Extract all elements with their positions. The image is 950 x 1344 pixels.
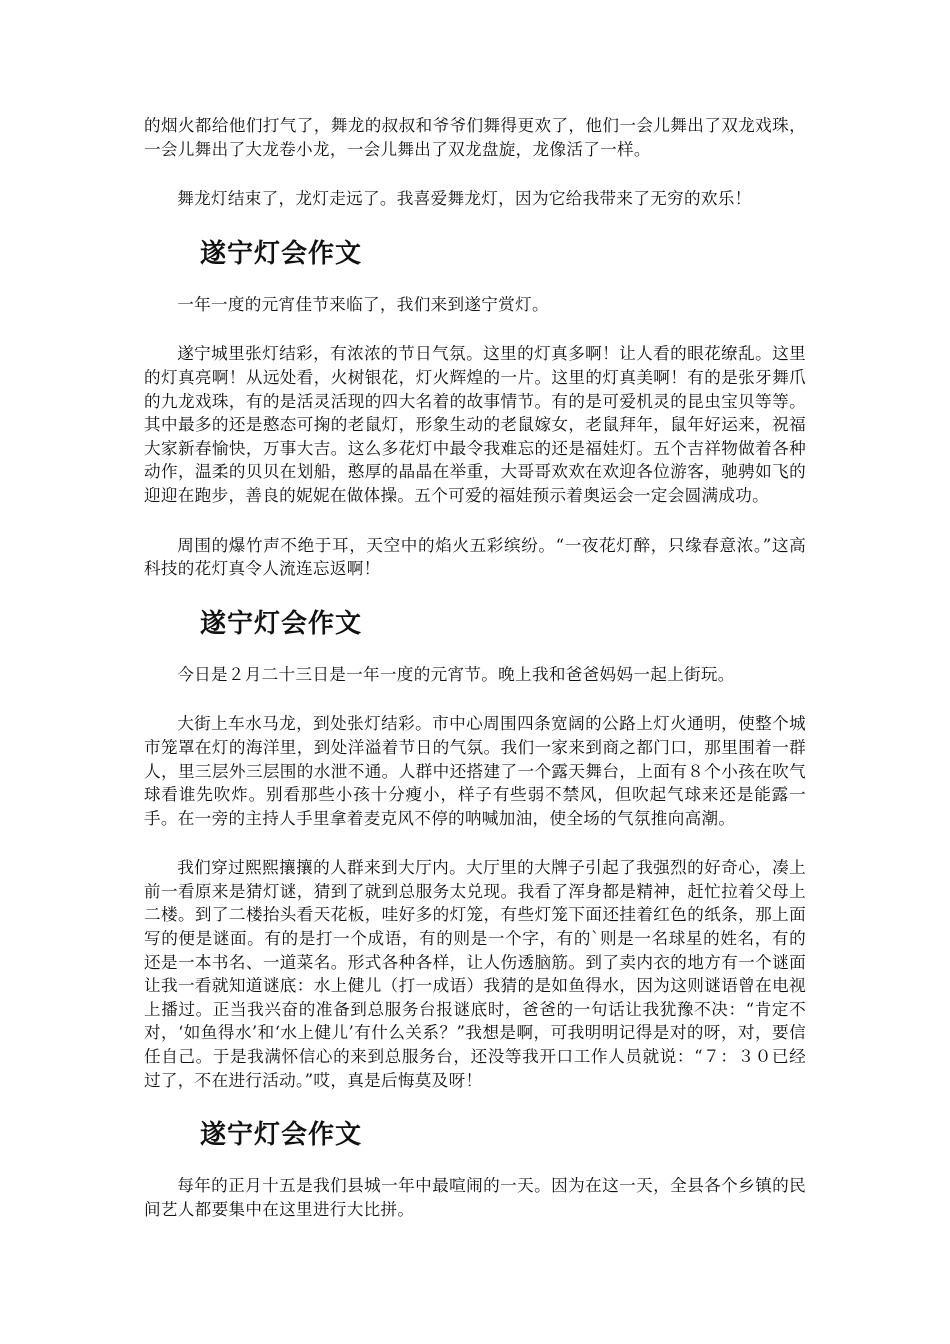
section-heading: 遂宁灯会作文	[200, 608, 363, 639]
paragraph: 一年一度的元宵佳节来临了，我们来到遂宁赏灯。	[177, 294, 549, 314]
document-body	[144, 114, 806, 1247]
paragraph: 遂宁城里张灯结彩，有浓浓的节日气氛。这里的灯真多啊！让人看的眼花缭乱。这里的灯真亮啊！从远处看，火树银花，灯火辉煌的一片。这里的灯真美啊！有的是张牙舞爪的九龙戏珠，有的是活灵活现的四大名着的故事情节。有的是可爱机灵的昆虫宝贝等等。其中最多的还是憨态可掬的老鼠灯，形象生动的老鼠嫁女，老鼠拜年，鼠年好运来，祝福大家新春愉快，万事大吉。这么多花灯中最令我难忘的还是福娃灯。五个吉祥物做着各种动作，温柔的贝贝在划船，憨厚的晶晶在举重，大哥哥欢欢在欢迎各位游客，驰骋如飞的迎迎在跑步，善良的妮妮在做体操。五个可爱的福娃预示着奥运会一定会圆满成功。	[144, 344, 806, 505]
paragraph: 今日是２月二十三日是一年一度的元宵节。晚上我和爸爸妈妈一起上街玩。	[177, 664, 735, 684]
paragraph: 大街上车水马龙，到处张灯结彩。市中心周围四条宽阔的公路上灯火通明，使整个城市笼罩在灯的海洋里，到处洋溢着节日的气氛。我们一家来到商之都门口，那里围着一群人，里三层外三层围的水泄不通。人群中还搭建了一个露天舞台，上面有８个小孩在吹气球看谁先吹炸。别看那些小孩十分瘦小，样子有些弱不禁风，但吹起气球来还是能露一手。在一旁的主持人手里拿着麦克风不停的呐喊加油，使全场的气氛推向高潮。	[144, 714, 806, 828]
paragraph: 我们穿过熙熙攘攘的人群来到大厅内。大厅里的大牌子引起了我强烈的好奇心，凑上前一看原来是猜灯谜，猜到了就到总服务太兑现。我看了浑身都是精神，赶忙拉着父母上二楼。到了二楼抬头看天花板，哇好多的灯笼，有些灯笼下面还挂着红色的纸条，那上面写的便是谜面。有的是打一个成语，有的则是一个字，有的`则是一名球星的姓名，有的还是一本书名、一道菜名。形式各种各样，让人伤透脑筋。到了卖内衣的地方有一个谜面让我一看就知道谜底：水上健儿（打一成语）我猜的是如鱼得水，因为这则谜语曾在电视上播过。正当我兴奋的准备到总服务台报谜底时，爸爸的一句话让我犹豫不决：“肯定不对，‘如鱼得水’和‘水上健儿’有什么关系？”我想是啊，可我明明记得是对的呀，对，要信任自己。于是我满怀信心的来到总服务台，还没等我开口工作人员就说：“７：３０已经过了，不在进行活动。”哎，真是后悔莫及呀！	[144, 858, 806, 1090]
section-heading: 遂宁灯会作文	[200, 238, 363, 269]
paragraph: 周围的爆竹声不绝于耳，天空中的焰火五彩缤纷。“一夜花灯醉，只缘春意浓。”这高科技的花灯真令人流连忘返啊！	[144, 535, 806, 579]
section-heading: 遂宁灯会作文	[200, 1120, 363, 1151]
paragraph: 舞龙灯结束了，龙灯走远了。我喜爱舞龙灯，因为它给我带来了无穷的欢乐！	[177, 189, 752, 209]
paragraph: 的烟火都给他们打气了，舞龙的叔叔和爷爷们舞得更欢了，他们一会儿舞出了双龙戏珠，一会儿舞出了大龙卷小龙，一会儿舞出了双龙盘旋，龙像活了一样。	[144, 116, 806, 159]
paragraph: 每年的正月十五是我们县城一年中最喧闹的一天。因为在这一天，全县各个乡镇的民间艺人都要集中在这里进行大比拼。	[144, 1176, 806, 1219]
